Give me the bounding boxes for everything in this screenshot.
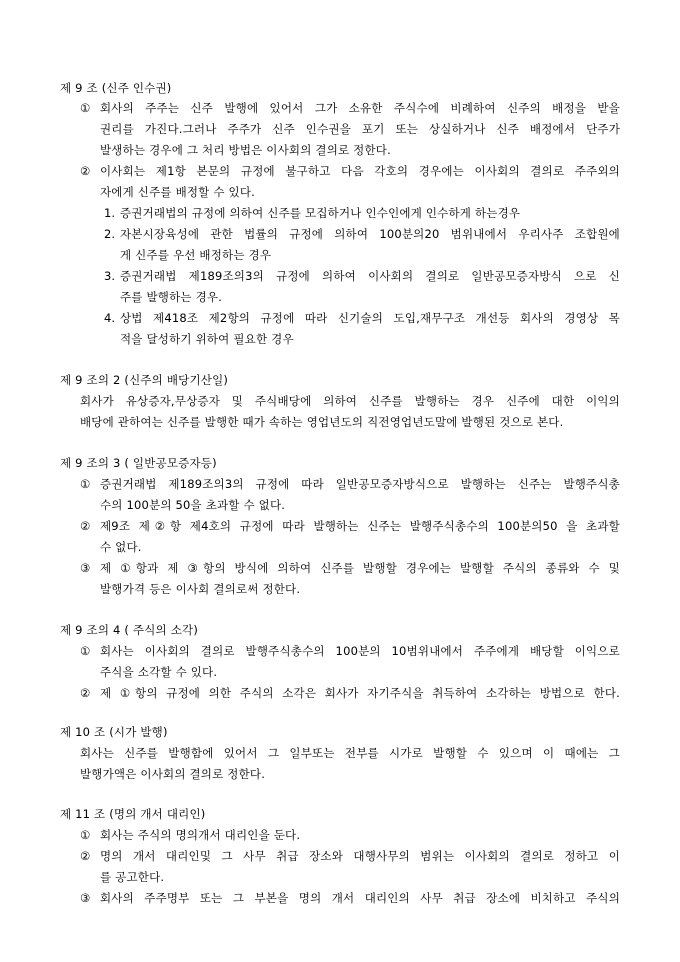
article-heading: 제 9 조의 3 ( 일반공모증자등) [60,456,217,470]
item-line: 회사는 이사회의 결의로 발행주식총수의 100분의 10범위내에서 주주에게 배당할 이익으로 [100,644,620,658]
item-marker: ① [80,644,91,658]
item-line: 제 ①항과 제 ③항의 방식에 의하여 신주를 발행할 경우에는 발행할 주식의 종류와 수 및 [100,561,620,575]
item-line: 이사회는 제1항 본문의 규정에 불구하고 다음 각호의 경우에는 이사회의 결의로 주주외의 [100,164,620,178]
subitem-line: 증권거래법의 규정에 의하여 신주를 모집하거나 인수인에게 인수하게 하는경우 [120,206,521,220]
item-line: 수 없다. [100,540,142,554]
item-line: 회사는 주식의 명의개서 대리인을 둔다. [100,828,301,842]
subitem-line: 증권거래법 제189조의3의 규정에 의하여 이사회의 결의로 일반공모증자방식 으로 신 [120,269,620,283]
paragraph-line: 회사가 유상증자,무상증자 및 주식배당에 의하여 신주를 발행하는 경우 신주에 대한 이익의 [80,394,620,408]
item-line: 증권거래법 제189조의3의 규정에 따라 일반공모증자방식으로 발행하는 신주는 발행주식총 [100,477,620,491]
item-line: 권리를 가진다.그러나 주주가 신주 인수권을 포기 또는 상실하거나 신주 배정에서 단주가 [100,122,620,136]
item-line: 제9조 제②항 제4호의 규정에 따라 발행하는 신주는 발행주식총수의 100분의50 을 초과할 [100,519,620,533]
item-line: 제 ①항의 규정에 의한 주식의 소각은 회사가 자기주식을 취득하여 소각하는 방법으로 한다. [100,686,620,700]
paragraph-line: 발행가액은 이사회의 결의로 정한다. [80,767,266,781]
article-heading: 제 9 조 (신주 인수권) [60,81,172,95]
item-marker: ② [80,164,91,178]
article-heading: 제 10 조 (시가 발행) [60,725,168,739]
paragraph-line: 배당에 관하여는 신주를 발행한 때가 속하는 영업년도의 직전영업년도말에 발행된 것으로 본다. [80,415,564,429]
item-marker: ③ [80,561,91,575]
item-marker: ① [80,101,91,115]
item-line: 를 공고한다. [100,870,165,884]
item-line: 발생하는 경우에 그 처리 방법은 이사회의 결의로 정한다. [100,143,391,157]
subitem-marker: 4. [104,311,115,325]
subitem-line: 적을 달성하기 위하여 필요한 경우 [120,332,294,346]
item-line: 주식을 소각할 수 있다. [100,665,218,679]
item-line: 명의 개서 대리인및 그 사무 취급 장소와 대행사무의 범위는 이사회의 결의로 정하고 이 [100,849,620,863]
subitem-line: 자본시장육성에 관한 법률의 규정에 의하여 100분의20 범위내에서 우리사주 조합원에 [120,227,620,241]
subitem-line: 상법 제418조 제2항의 규정에 따라 신기술의 도입,재무구조 개선등 회사의 경영상 목 [120,311,620,325]
item-marker: ① [80,828,91,842]
subitem-line: 주를 발행하는 경우. [120,290,223,304]
item-marker: ② [80,849,91,863]
subitem-marker: 1. [104,206,115,220]
item-line: 회사의 주주명부 또는 그 부본을 명의 개서 대리인의 사무 취급 장소에 비치하고 주식의 [100,891,620,905]
item-marker: ① [80,477,91,491]
item-line: 발행가격 등은 이사회 결의로써 정한다. [100,582,301,596]
item-line: 자에게 신주를 배정할 수 있다. [100,185,255,199]
article-heading: 제 9 조의 4 ( 주식의 소각) [60,623,199,637]
item-marker: ③ [80,891,91,905]
paragraph-line: 회사는 신주를 발행함에 있어서 그 일부또는 전부를 시가로 발행할 수 있으며 이 때에는 그 [80,746,620,760]
article-heading: 제 11 조 (명의 개서 대리인) [60,807,206,821]
subitem-marker: 2. [104,227,115,241]
subitem-marker: 3. [104,269,115,283]
item-line: 회사의 주주는 신주 발행에 있어서 그가 소유한 주식수에 비례하여 신주의 배정을 받을 [100,101,620,115]
article-heading: 제 9 조의 2 (신주의 배당기산일) [60,373,229,387]
subitem-line: 게 신주를 우선 배정하는 경우 [120,248,272,262]
item-marker: ② [80,686,91,700]
item-line: 수의 100분의 50을 초과할 수 없다. [100,498,286,512]
item-marker: ② [80,519,91,533]
